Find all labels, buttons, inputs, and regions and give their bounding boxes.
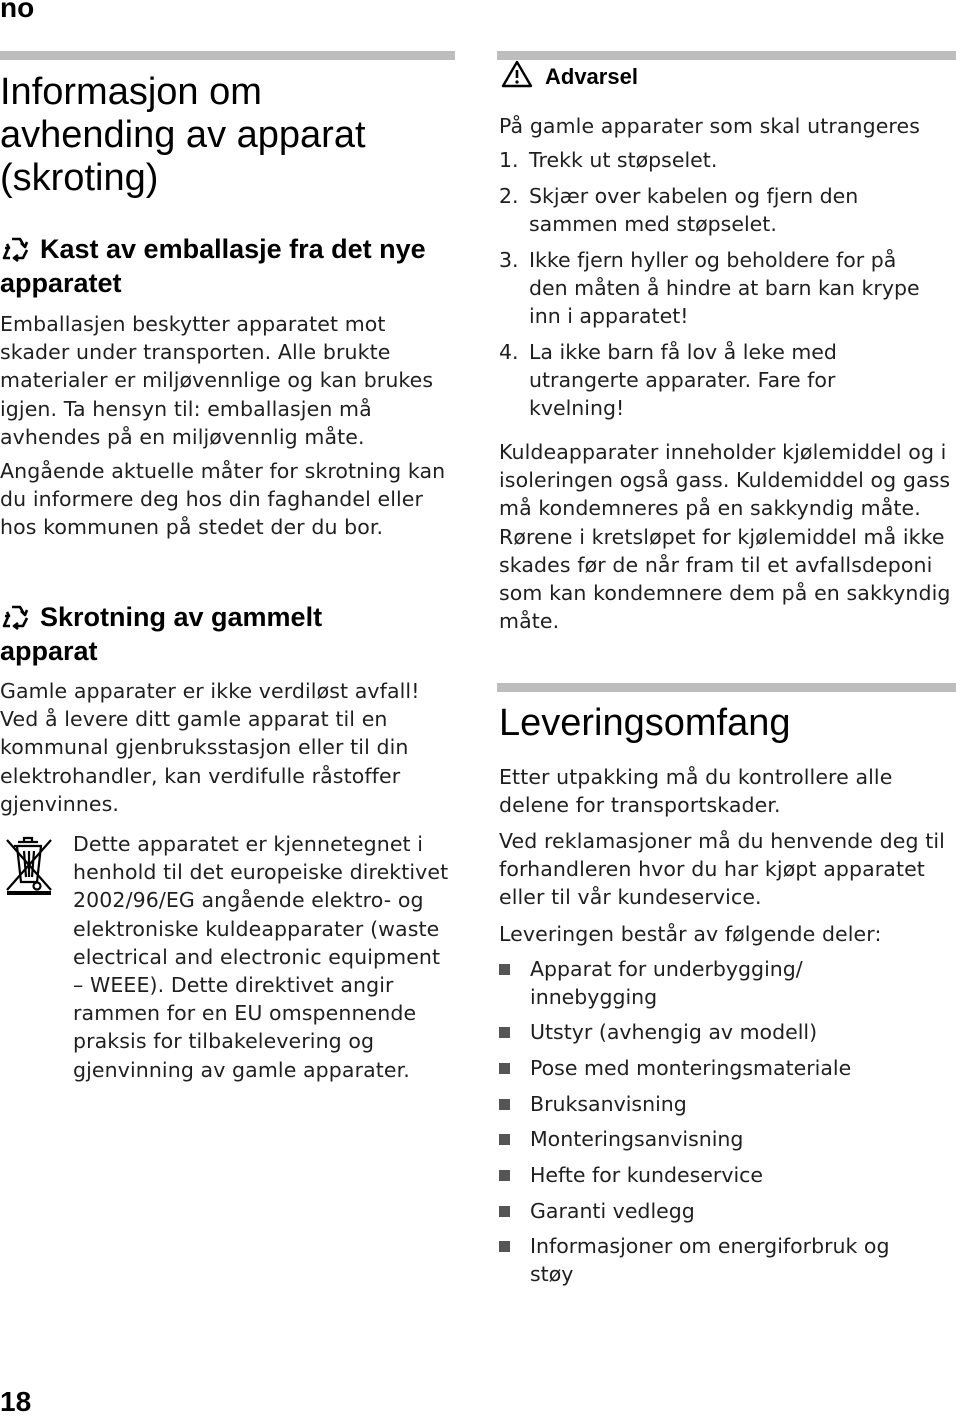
weee-paragraph: Dette apparatet er kjennetegnet i henhold til det europeiske direktivet 2002/96/EG angående elektro- og elektroniske kuldeapparater (waste electrical and electronic equipment – WEEE). Dette direktivet angir rammen for en EU omspennende praksis for tilbakelevering og gjenvinning av gamle apparater. bbox=[73, 832, 449, 1082]
delivery-list-item-text: Monteringsanvisning bbox=[530, 1127, 744, 1151]
section-heading-packaging bbox=[0, 232, 450, 300]
bullet-square bbox=[499, 1063, 510, 1074]
warning-step-number: 4. bbox=[499, 340, 519, 364]
delivery-title: Leveringsomfang bbox=[499, 702, 791, 744]
delivery-list-item bbox=[499, 1018, 957, 1048]
warning-step bbox=[499, 246, 957, 336]
warning-step bbox=[499, 182, 957, 242]
delivery-list-item bbox=[499, 1125, 957, 1155]
delivery-contents-intro: Leveringen består av følgende deler: bbox=[499, 922, 882, 946]
page-title: Informasjon om avhending av apparat (skroting) bbox=[0, 71, 366, 199]
warning-section-rule bbox=[497, 51, 956, 60]
language-code: no bbox=[0, 0, 35, 23]
delivery-section-rule bbox=[497, 683, 956, 692]
delivery-list-item-text: Utstyr (avhengig av modell) bbox=[530, 1020, 818, 1044]
delivery-list-item bbox=[499, 1197, 957, 1227]
refrigerant-paragraph: Kuldeapparater inneholder kjølemiddel og i isoleringen også gass. Kuldemiddel og gass må kondemneres på en sakkyndig måte. Rørene i kretsløpet for kjølemiddel må ikke skades før de når fram til et avfallsdeponi som kan kondemnere dem på en sakkyndig måte. bbox=[499, 440, 951, 634]
delivery-complaints-paragraph: Ved reklamasjoner må du henvende deg til forhandleren hvor du har kjøpt apparatet eller til vår kundeservice. bbox=[499, 829, 945, 910]
delivery-list-item-text: Informasjoner om energiforbruk og støy bbox=[530, 1234, 890, 1287]
left-section-rule bbox=[0, 51, 455, 60]
warning-step-number: 1. bbox=[499, 148, 519, 172]
warning-heading bbox=[501, 60, 638, 90]
warning-step-text: Trekk ut støpselet. bbox=[529, 148, 718, 172]
warning-step-text: Skjær over kabelen og fjern den sammen med støpselet. bbox=[529, 184, 859, 237]
warning-step-text: La ikke barn få lov å leke med utrangerte apparater. Fare for kvelning! bbox=[529, 340, 837, 421]
section-heading-old-appliance bbox=[0, 600, 420, 668]
bullet-square bbox=[499, 1134, 510, 1145]
packaging-paragraph: Emballasjen beskytter apparatet mot skader under transporten. Alle brukte materialer er miljøvennlige og kan brukes igjen. Ta hensyn til: emballasjen må avhendes på en miljøvennlig måte. bbox=[0, 312, 434, 449]
section-heading-old-appliance-text: Skrotning av gammelt apparat bbox=[0, 602, 323, 666]
warning-intro: På gamle apparater som skal utrangeres bbox=[499, 114, 921, 138]
recycle-icon bbox=[0, 604, 32, 630]
delivery-list-item bbox=[499, 1161, 957, 1191]
warning-heading-text: Advarsel bbox=[545, 64, 638, 89]
bullet-square bbox=[499, 1206, 510, 1217]
delivery-list-item-text: Pose med monteringsmateriale bbox=[530, 1056, 852, 1080]
bullet-square bbox=[499, 1099, 510, 1110]
bullet-square bbox=[499, 964, 510, 975]
delivery-list-item-text: Hefte for kundeservice bbox=[530, 1163, 764, 1187]
warning-step bbox=[499, 338, 957, 428]
disposal-info-paragraph: Angående aktuelle måter for skrotning kan du informere deg hos din faghandel eller hos kommunen på stedet der du bor. bbox=[0, 459, 446, 540]
delivery-inspect-paragraph: Etter utpakking må du kontrollere alle delene for transportskader. bbox=[499, 765, 893, 818]
delivery-list-item bbox=[499, 955, 957, 1015]
delivery-list-item-text: Garanti vedlegg bbox=[530, 1199, 695, 1223]
warning-step-number: 3. bbox=[499, 248, 519, 272]
warning-step-text: Ikke fjern hyller og beholdere for på den måten å hindre at barn kan krype inn i apparatet! bbox=[529, 248, 920, 329]
delivery-list-item-text: Apparat for underbygging/ innebygging bbox=[530, 957, 803, 1010]
bullet-square bbox=[499, 1170, 510, 1181]
delivery-list-item bbox=[499, 1090, 957, 1120]
delivery-list-item-text: Bruksanvisning bbox=[530, 1092, 687, 1116]
warning-triangle-icon bbox=[501, 60, 533, 88]
old-appliance-paragraph: Gamle apparater er ikke verdiløst avfall! Ved å levere ditt gamle apparat til en kommunal gjenbruksstasjon eller til din elektrohandler, kan verdifulle råstoffer gjenvinnes. bbox=[0, 679, 420, 816]
warning-step bbox=[499, 146, 957, 176]
section-heading-packaging-text: Kast av emballasje fra det nye apparatet bbox=[0, 234, 426, 298]
page-number: 18 bbox=[0, 1386, 32, 1417]
weee-bin-icon bbox=[4, 836, 54, 896]
bullet-square bbox=[499, 1027, 510, 1038]
warning-step-number: 2. bbox=[499, 184, 519, 208]
recycle-icon bbox=[0, 236, 32, 262]
delivery-list-item bbox=[499, 1054, 957, 1084]
delivery-list-item bbox=[499, 1232, 957, 1292]
bullet-square bbox=[499, 1241, 510, 1252]
